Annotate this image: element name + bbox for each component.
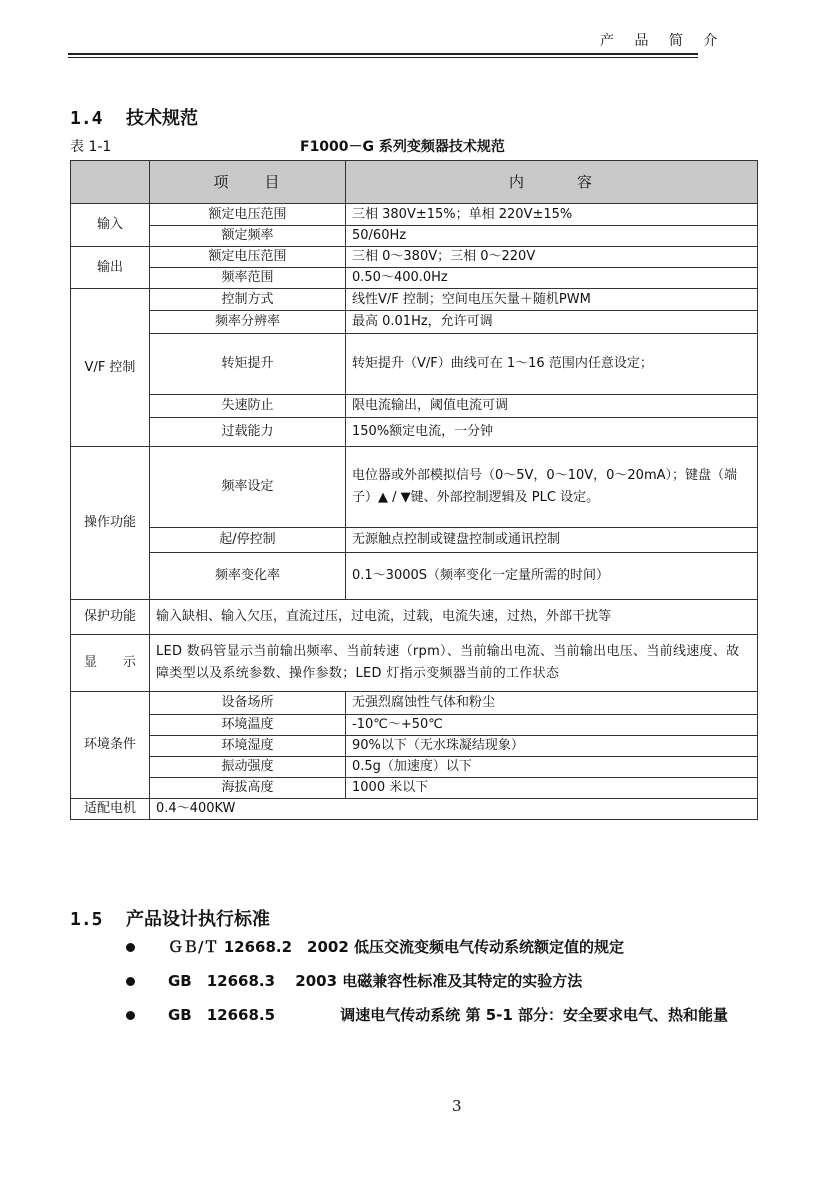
- item-cell: 控制方式: [150, 289, 346, 311]
- category-cell: 适配电机: [71, 799, 150, 820]
- item-cell: 额定电压范围: [150, 204, 346, 226]
- category-cell: 保护功能: [71, 600, 150, 635]
- content-cell: 三相 380V±15%；单相 220V±15%: [346, 204, 758, 226]
- content-cell: 限电流输出，阈值电流可调: [346, 395, 758, 418]
- running-header: 产 品 简 介: [600, 33, 726, 49]
- item-cell: 环境湿度: [150, 736, 346, 757]
- item-cell: 过载能力: [150, 418, 346, 447]
- table-row: [71, 289, 758, 311]
- section-heading: 产品设计执行标准: [126, 909, 270, 930]
- content-cell: 电位器或外部模拟信号（0～5V，0～10V，0～20mA）；键盘（端子）▲ / ▼键、外部控制逻辑及 PLC 设定。: [346, 447, 758, 528]
- table-caption: F1000－G 系列变频器技术规范: [300, 139, 505, 155]
- item-cell: 频率设定: [150, 447, 346, 528]
- list-item: [120, 930, 760, 964]
- section-number: 1.5: [70, 909, 103, 930]
- spec-table: [70, 160, 758, 820]
- bullet-icon: [126, 1011, 135, 1020]
- list-item: [120, 964, 760, 998]
- section-number: 1.4: [70, 108, 103, 129]
- table-row: [71, 334, 758, 395]
- content-cell: 0.4～400KW: [150, 799, 758, 820]
- item-cell: 设备场所: [150, 692, 346, 715]
- page-number: 3: [452, 1097, 462, 1115]
- table-label: 表 1-1: [70, 139, 112, 155]
- table-row: [71, 553, 758, 600]
- bullet-icon: [126, 977, 135, 986]
- table-row: [71, 757, 758, 778]
- table-row: [71, 600, 758, 635]
- list-item: [120, 998, 760, 1032]
- content-cell: 0.1～3000S（频率变化一定量所需的时间）: [346, 553, 758, 600]
- content-cell: 150%额定电流，一分钟: [346, 418, 758, 447]
- standard-text: ＧＢ/Ｔ 12668.2 2002 低压交流变频电气传动系统额定值的规定: [168, 938, 624, 956]
- content-cell: 三相 0～380V；三相 0～220V: [346, 247, 758, 268]
- item-cell: 额定频率: [150, 226, 346, 247]
- table-row: [71, 692, 758, 715]
- table-row: [71, 736, 758, 757]
- item-cell: 频率分辨率: [150, 311, 346, 334]
- item-cell: 频率范围: [150, 268, 346, 289]
- content-cell: 转矩提升（V/F）曲线可在 1～16 范围内任意设定；: [346, 334, 758, 395]
- category-cell: 环境条件: [71, 692, 150, 799]
- table-row: [71, 268, 758, 289]
- standard-text: GB 12668.5 调速电气传动系统 第 5-1 部分：安全要求电气、热和能量: [168, 1006, 729, 1024]
- table-row: [71, 311, 758, 334]
- table-row: [71, 395, 758, 418]
- item-cell: 失速防止: [150, 395, 346, 418]
- content-cell: -10℃～+50℃: [346, 715, 758, 736]
- content-cell: 90%以下（无水珠凝结现象）: [346, 736, 758, 757]
- item-cell: 额定电压范围: [150, 247, 346, 268]
- item-cell: 振动强度: [150, 757, 346, 778]
- content-cell: 无强烈腐蚀性气体和粉尘: [346, 692, 758, 715]
- table-row: [71, 418, 758, 447]
- table-row: [71, 247, 758, 268]
- section-heading: 技术规范: [126, 108, 198, 129]
- bullet-icon: [126, 943, 135, 952]
- table-row: [71, 528, 758, 553]
- item-cell: 起/停控制: [150, 528, 346, 553]
- item-cell: 转矩提升: [150, 334, 346, 395]
- table-row: [71, 204, 758, 226]
- content-cell: 0.5g（加速度）以下: [346, 757, 758, 778]
- standard-text: GB 12668.3 2003 电磁兼容性标准及其特定的实验方法: [168, 972, 583, 990]
- category-cell: 操作功能: [71, 447, 150, 600]
- category-cell: 输入: [71, 204, 150, 247]
- content-cell: 输入缺相、输入欠压，直流过压，过电流，过载，电流失速，过热，外部干扰等: [150, 600, 758, 635]
- header-content: 内 容: [346, 161, 758, 204]
- content-cell: 最高 0.01Hz，允许可调: [346, 311, 758, 334]
- content-cell: 0.50～400.0Hz: [346, 268, 758, 289]
- table-row: [71, 715, 758, 736]
- content-cell: 50/60Hz: [346, 226, 758, 247]
- header-rule: [68, 53, 698, 58]
- content-cell: 1000 米以下: [346, 778, 758, 799]
- table-row: [71, 226, 758, 247]
- table-row: [71, 778, 758, 799]
- item-cell: 频率变化率: [150, 553, 346, 600]
- section-1-4-title: [70, 104, 198, 130]
- item-cell: 海拔高度: [150, 778, 346, 799]
- table-header-row: [71, 161, 758, 204]
- item-cell: 环境温度: [150, 715, 346, 736]
- content-cell: LED 数码管显示当前输出频率、当前转速（rpm）、当前输出电流、当前输出电压、当前线速度、故障类型以及系统参数、操作参数；LED 灯指示变频器当前的工作状态: [150, 635, 758, 692]
- header-blank-cell: [71, 161, 150, 204]
- header-item: 项 目: [150, 161, 346, 204]
- standards-list: [120, 930, 760, 1032]
- content-cell: 无源触点控制或键盘控制或通讯控制: [346, 528, 758, 553]
- category-cell: V/F 控制: [71, 289, 150, 447]
- content-cell: 线性V/F 控制；空间电压矢量＋随机PWM: [346, 289, 758, 311]
- table-row: [71, 635, 758, 692]
- section-1-5-title: [70, 905, 270, 931]
- table-row: [71, 447, 758, 528]
- category-cell: 输出: [71, 247, 150, 289]
- table-row: [71, 799, 758, 820]
- category-cell: 显 示: [71, 635, 150, 692]
